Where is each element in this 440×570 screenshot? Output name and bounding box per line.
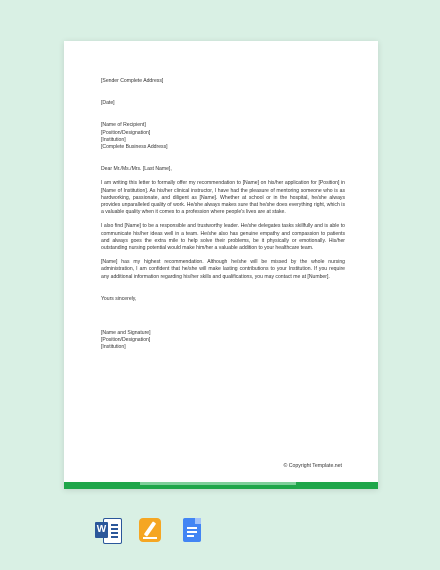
- signature-institution: [Institution]: [101, 344, 126, 351]
- word-badge: W: [95, 522, 108, 538]
- letter-page: [64, 41, 378, 489]
- sender-address: [Sender Complete Address]: [101, 78, 164, 84]
- google-docs-icon[interactable]: [179, 517, 205, 545]
- letter-date: [Date]: [101, 100, 115, 107]
- word-icon[interactable]: [95, 517, 121, 545]
- recipient-name: [Name of Recipient]: [101, 122, 146, 129]
- paragraph-3: [Name] has my highest recommendation. Although he/she will be missed by the whole nursing administration, I am confident that he/she will make lasting contributions to your Institution. If you require any additional information regarding his/her skills and qualifications, you may contact me at [Number].: [101, 259, 345, 280]
- recipient-institution: [Institution]: [101, 136, 126, 143]
- footer-accent-highlight: [140, 482, 296, 485]
- paragraph-2: I also find [Name] to be a responsible and trustworthy leader. He/she delegates tasks skillfully and is able to communicate his/her ideas well in a team. He/she also has genuine empathy and compassion to patients and always goes the extra mile to help solve their problems, be it physically or emotionally. His/her outstanding nursing potential would make him/her a valuable addition to your healthcare team.: [101, 223, 345, 252]
- recipient-position: [Position/Designation]: [101, 129, 151, 136]
- salutation: Dear Mr./Ms./Mrs. [Last Name],: [101, 166, 172, 173]
- closing: Yours sincerely,: [101, 295, 137, 302]
- signature-name: [Name and Signature]: [101, 330, 151, 337]
- recipient-address: [Complete Business Address]: [101, 144, 168, 151]
- signature-position: [Position/Designation]: [101, 337, 151, 344]
- paragraph-1: I am writing this letter to formally offer my recommendation to [Name] on his/her application for [Position] in [Name of Institution]. As his/her clinical instructor, I have had the pleasure of mentoring someone who is as hardworking, passionate, and diligent as [Name]. Whether at school or in the hospital, he/she always provides unparalleled quality of work. He/she always makes sure that he/she does everything right, which is a valuable quality when it comes to a profession where people's lives are at stake.: [101, 180, 345, 216]
- letter-body: [101, 78, 345, 352]
- format-icons: [95, 517, 205, 545]
- copyright-notice: © Copyright Template.net: [283, 463, 342, 469]
- pages-icon[interactable]: [137, 517, 163, 545]
